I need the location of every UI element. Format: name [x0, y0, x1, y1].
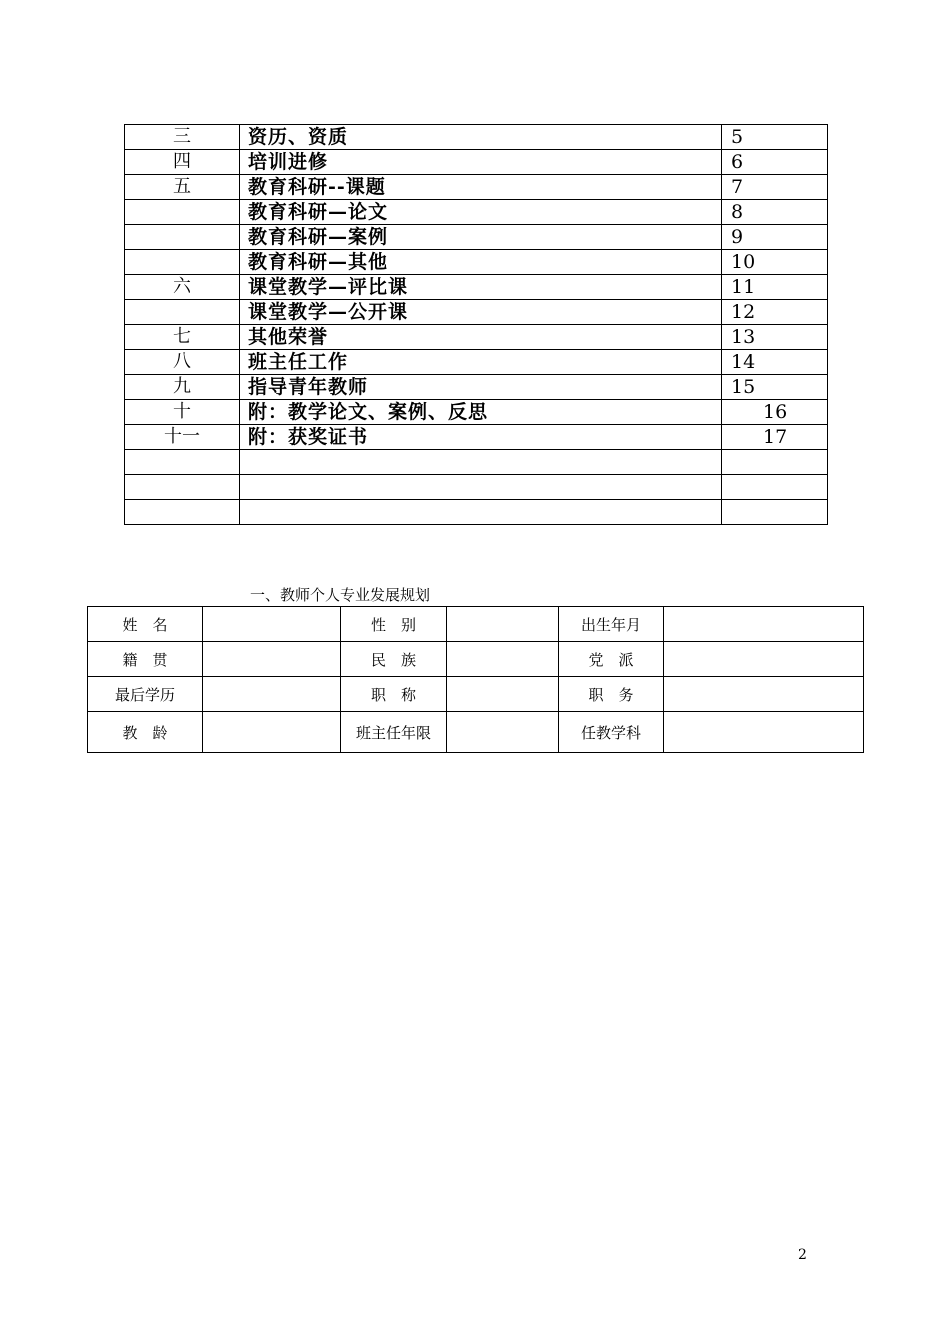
toc-section-number: 九	[125, 375, 240, 400]
toc-section-number: 六	[125, 275, 240, 300]
teaching-years-label: 教 龄	[88, 712, 203, 753]
birth-date-field	[664, 607, 864, 642]
toc-page-number: 13	[722, 325, 828, 350]
headteacher-years-label: 班主任年限	[341, 712, 447, 753]
toc-section-number	[125, 250, 240, 275]
toc-section-title: 指导青年教师	[240, 375, 722, 400]
native-place-field	[203, 642, 341, 677]
toc-page-number: 11	[722, 275, 828, 300]
toc-section-title: 资历、资质	[240, 125, 722, 150]
toc-section-number	[125, 300, 240, 325]
headteacher-years-field	[447, 712, 559, 753]
toc-row-empty	[125, 500, 828, 525]
toc-section-number	[125, 475, 240, 500]
toc-section-title: 课堂教学—公开课	[240, 300, 722, 325]
toc-section-title	[240, 500, 722, 525]
toc-row	[125, 200, 828, 225]
gender-label: 性 别	[341, 607, 447, 642]
toc-section-number	[125, 500, 240, 525]
toc-row	[125, 225, 828, 250]
toc-page-number: 17	[722, 425, 828, 450]
toc-section-number: 七	[125, 325, 240, 350]
toc-page-number: 14	[722, 350, 828, 375]
toc-section-title: 班主任工作	[240, 350, 722, 375]
profile-row	[88, 677, 864, 712]
toc-page-number: 16	[722, 400, 828, 425]
toc-page-number: 15	[722, 375, 828, 400]
subject-field	[664, 712, 864, 753]
toc-section-title: 教育科研—案例	[240, 225, 722, 250]
toc-page-number: 7	[722, 175, 828, 200]
section-title: 一、教师个人专业发展规划	[250, 586, 431, 604]
toc-row	[125, 275, 828, 300]
toc-section-title	[240, 475, 722, 500]
position-field	[664, 677, 864, 712]
name-label: 姓 名	[88, 607, 203, 642]
professional-title-label: 职 称	[341, 677, 447, 712]
toc-section-title: 课堂教学—评比课	[240, 275, 722, 300]
toc-page-number	[722, 500, 828, 525]
ethnicity-label: 民 族	[341, 642, 447, 677]
toc-section-number: 十	[125, 400, 240, 425]
toc-row	[125, 175, 828, 200]
education-label: 最后学历	[88, 677, 203, 712]
toc-section-number: 五	[125, 175, 240, 200]
birth-date-label: 出生年月	[559, 607, 664, 642]
toc-section-title: 教育科研--课题	[240, 175, 722, 200]
toc-row	[125, 400, 828, 425]
toc-section-title: 培训进修	[240, 150, 722, 175]
toc-section-number: 四	[125, 150, 240, 175]
gender-field	[447, 607, 559, 642]
toc-section-number: 八	[125, 350, 240, 375]
toc-section-title: 附：获奖证书	[240, 425, 722, 450]
position-label: 职 务	[559, 677, 664, 712]
party-field	[664, 642, 864, 677]
profile-row	[88, 607, 864, 642]
toc-section-number: 十一	[125, 425, 240, 450]
toc-row	[125, 250, 828, 275]
toc-row	[125, 325, 828, 350]
subject-label: 任教学科	[559, 712, 664, 753]
toc-row	[125, 350, 828, 375]
toc-section-title: 教育科研—论文	[240, 200, 722, 225]
native-place-label: 籍 贯	[88, 642, 203, 677]
toc-page-number	[722, 450, 828, 475]
teacher-profile-table	[87, 606, 864, 753]
profile-row	[88, 642, 864, 677]
toc-section-title	[240, 450, 722, 475]
toc-page-number: 8	[722, 200, 828, 225]
toc-section-title: 其他荣誉	[240, 325, 722, 350]
toc-row	[125, 425, 828, 450]
name-field	[203, 607, 341, 642]
toc-row	[125, 125, 828, 150]
toc-page-number	[722, 475, 828, 500]
toc-page-number: 6	[722, 150, 828, 175]
toc-page-number: 10	[722, 250, 828, 275]
professional-title-field	[447, 677, 559, 712]
teaching-years-field	[203, 712, 341, 753]
toc-page-number: 9	[722, 225, 828, 250]
toc-row-empty	[125, 450, 828, 475]
toc-section-number	[125, 200, 240, 225]
education-field	[203, 677, 341, 712]
toc-row-empty	[125, 475, 828, 500]
toc-section-number	[125, 225, 240, 250]
toc-section-title: 附：教学论文、案例、反思	[240, 400, 722, 425]
toc-section-number: 三	[125, 125, 240, 150]
party-label: 党 派	[559, 642, 664, 677]
toc-section-number	[125, 450, 240, 475]
toc-row	[125, 150, 828, 175]
toc-row	[125, 300, 828, 325]
toc-page-number: 12	[722, 300, 828, 325]
ethnicity-field	[447, 642, 559, 677]
table-of-contents	[124, 124, 828, 525]
page-number: 2	[798, 1247, 807, 1263]
toc-section-title: 教育科研—其他	[240, 250, 722, 275]
toc-row	[125, 375, 828, 400]
toc-page-number: 5	[722, 125, 828, 150]
profile-row	[88, 712, 864, 753]
